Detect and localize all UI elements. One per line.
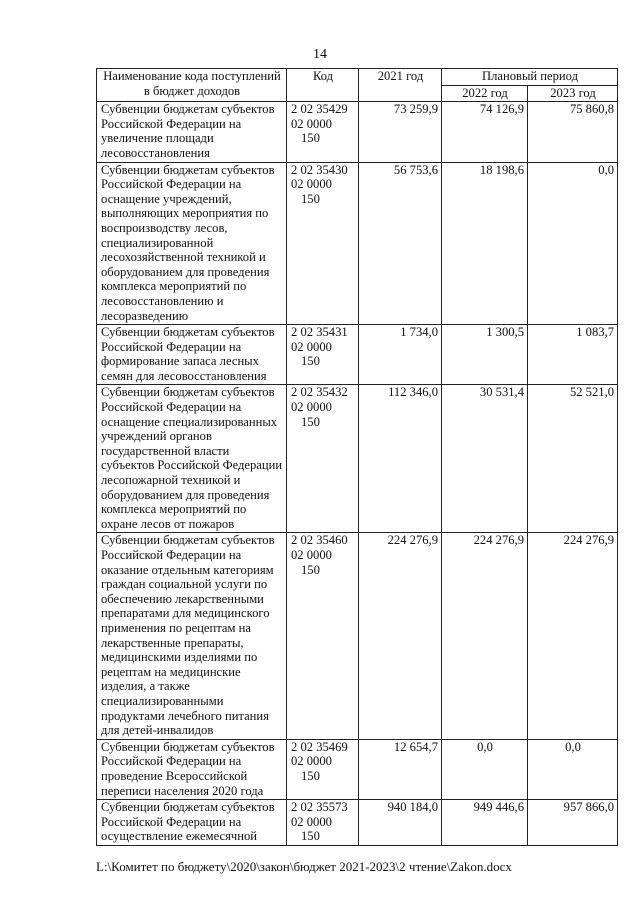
row-value-2023: 0,0 — [528, 162, 618, 325]
code-part: 150 — [301, 829, 320, 844]
row-name: Субвенции бюджетам субъектов Российской Федерации на формирование запаса лесных семян для лесовосстановления — [97, 325, 287, 385]
row-value-2023: 75 860,8 — [528, 102, 618, 162]
header-2023: 2023 год — [528, 85, 618, 102]
row-name: Субвенции бюджетам субъектов Российской Федерации на увеличение площади лесовосстановления — [97, 102, 287, 162]
code-part: 2 02 35469 — [291, 739, 348, 754]
code-part: 2 02 35573 — [291, 800, 348, 815]
page-number: 14 — [313, 47, 327, 62]
code-part: 150 — [301, 354, 320, 369]
row-value-2021: 112 346,0 — [359, 385, 442, 533]
code-part: 150 — [301, 768, 320, 783]
row-value-2022: 18 198,6 — [442, 162, 528, 325]
code-part: 2 02 35432 — [291, 385, 348, 400]
row-value-2022: 74 126,9 — [442, 102, 528, 162]
row-value-2022: 1 300,5 — [442, 325, 528, 385]
code-part: 02 0000 — [291, 339, 332, 354]
header-2021: 2021 год — [359, 69, 442, 102]
header-code: Код — [287, 69, 359, 102]
table-row — [97, 385, 618, 533]
budget-revenue-table — [96, 68, 618, 846]
row-name: Субвенции бюджетам субъектов Российской Федерации на проведение Всероссийской переписи населения 2020 года — [97, 739, 287, 799]
header-name: Наименование кода поступлений в бюджет доходов — [97, 69, 287, 102]
row-name: Субвенции бюджетам субъектов Российской Федерации на осуществление ежемесячной — [97, 800, 287, 846]
row-value-2023: 1 083,7 — [528, 325, 618, 385]
row-value-2021: 56 753,6 — [359, 162, 442, 325]
table-row — [97, 325, 618, 385]
code-part: 2 02 35431 — [291, 325, 348, 340]
row-name: Субвенции бюджетам субъектов Российской Федерации на оснащение учреждений, выполняющих мероприятия по воспроизводству лесов, специализированной лесохозяйственной техникой и оборудованием для проведения комплекса мероприятий по лесовосстановлению и лесоразведению — [97, 162, 287, 325]
row-value-2022: 949 446,6 — [442, 800, 528, 846]
header-planned-period: Плановый период — [442, 69, 618, 86]
header-2022: 2022 год — [442, 85, 528, 102]
table-row — [97, 533, 618, 739]
code-part: 02 0000 — [291, 754, 332, 769]
code-part: 2 02 35460 — [291, 533, 348, 548]
table-row — [97, 800, 618, 846]
row-value-2023: 224 276,9 — [528, 533, 618, 739]
code-part: 150 — [301, 414, 320, 429]
row-value-2021: 73 259,9 — [359, 102, 442, 162]
row-value-2022: 30 531,4 — [442, 385, 528, 533]
code-part: 150 — [301, 131, 320, 146]
table-row — [97, 102, 618, 162]
code-part: 02 0000 — [291, 814, 332, 829]
row-code — [287, 385, 359, 533]
code-part: 02 0000 — [291, 177, 332, 192]
row-name: Субвенции бюджетам субъектов Российской Федерации на оснащение специализированных учреждений органов государственной власти субъектов Российской Федерации лесопожарной техникой и оборудованием для проведения комплекса мероприятий по охране лесов от пожаров — [97, 385, 287, 533]
code-part: 150 — [301, 562, 320, 577]
row-value-2021: 940 184,0 — [359, 800, 442, 846]
row-value-2023: 957 866,0 — [528, 800, 618, 846]
table-header-row — [97, 69, 618, 86]
row-value-2023: 52 521,0 — [528, 385, 618, 533]
row-value-2022: 0,0 — [442, 739, 528, 799]
table-row — [97, 162, 618, 325]
code-part: 02 0000 — [291, 400, 332, 415]
row-value-2022: 224 276,9 — [442, 533, 528, 739]
row-code — [287, 800, 359, 846]
code-part: 02 0000 — [291, 116, 332, 131]
code-part: 2 02 35430 — [291, 162, 348, 177]
row-code — [287, 325, 359, 385]
row-value-2021: 12 654,7 — [359, 739, 442, 799]
row-code — [287, 162, 359, 325]
code-part: 150 — [301, 191, 320, 206]
row-code — [287, 533, 359, 739]
document-file-path: L:\Комитет по бюджету\2020\закон\бюджет 2021-2023\2 чтение\Zakon.docx — [96, 859, 512, 874]
row-name: Субвенции бюджетам субъектов Российской Федерации на оказание отдельным категориям граждан социальной услуги по обеспечению лекарственными препаратами для медицинского применения по рецептам на лекарственные препараты, медицинскими изделиями по рецептам на медицинские изделия, а также специализированными продуктами лечебного питания для детей-инвалидов — [97, 533, 287, 739]
code-part: 2 02 35429 — [291, 102, 348, 117]
code-part: 02 0000 — [291, 548, 332, 562]
row-code — [287, 102, 359, 162]
table-row — [97, 739, 618, 799]
row-value-2021: 1 734,0 — [359, 325, 442, 385]
row-value-2023: 0,0 — [528, 739, 618, 799]
row-code — [287, 739, 359, 799]
row-value-2021: 224 276,9 — [359, 533, 442, 739]
